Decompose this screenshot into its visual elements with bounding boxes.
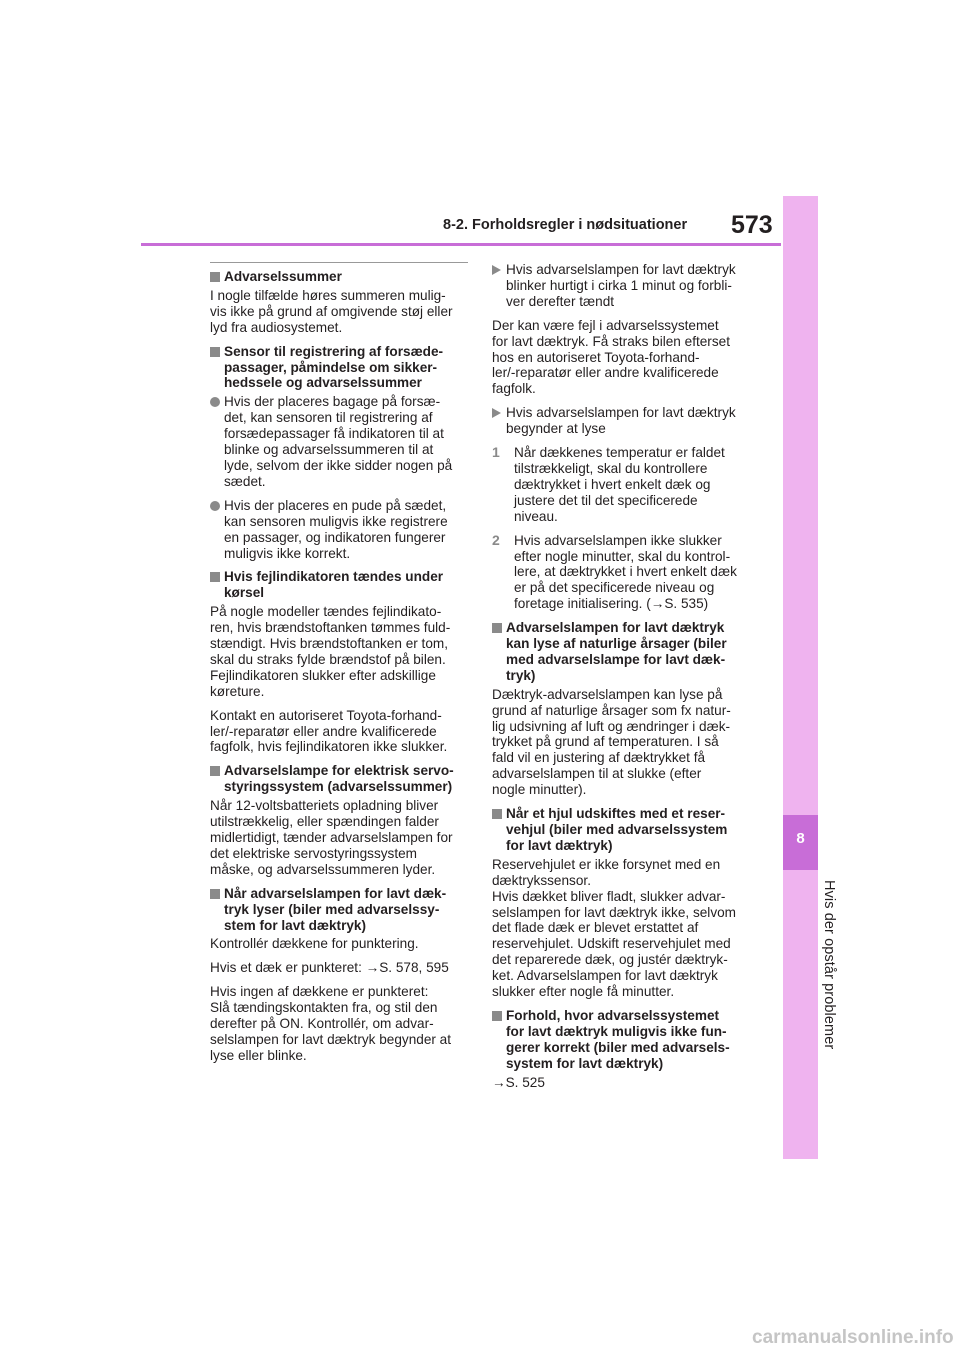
square-bullet-icon [210, 572, 220, 582]
square-bullet-icon [210, 347, 220, 357]
paragraph: Kontakt en autoriseret Toyota-forhand- ler/-reparatør eller andre kvalificerede fagfolk, hvis fejlindikatoren ikke slukker. [210, 707, 448, 755]
step-number: 2 [492, 531, 500, 548]
watermark: carmanualsonline.info [752, 1327, 954, 1348]
paragraph: Kontrollér dækkene for punktering. [210, 936, 419, 952]
right-column [492, 262, 754, 1099]
section-heading: Advarselslampen for lavt dæktryk kan lyse af naturlige årsager (biler med advarselslampe for lavt dæk- tryk) [492, 620, 754, 684]
circle-bullet-icon [210, 501, 220, 511]
bullet-item: Hvis der placeres en pude på sædet, kan sensoren muligvis ikke registrere en passager, og indikatoren fungerer muligvis ikke korrekt. [210, 498, 470, 562]
square-bullet-icon [492, 1011, 502, 1021]
section-heading: Advarselslampe for elektrisk servo- styringssystem (advarselssummer) [210, 763, 470, 795]
section-heading: Advarselssummer [210, 269, 470, 285]
page-number: 573 [731, 211, 773, 239]
triangle-bullet-icon [492, 265, 501, 275]
chapter-label: Hvis der opstår problemer [821, 880, 837, 1050]
section-title: 8-2. Forholdsregler i nødsituationer [443, 217, 688, 233]
step-item: 1 Når dækkenes temperatur er faldet tilstrækkeligt, skal du kontrollere dæktrykket i hvert enkelt dæk og justere det til det specificerede niveau. [492, 444, 725, 524]
paragraph: Reservehjulet er ikke forsynet med en dæktrykssensor. Hvis dækket bliver fladt, slukker advar- selslampen for lavt dæktryk ikke, selvom det flade dæk er blevet erstattet af reservehjulet. Udskift reservehjulet med det reparerede dæk, og justér dæktryk- ket. Advarselslampen for lavt dæktryk slukker efter nogle få minutter. [492, 856, 737, 1000]
paragraph: Hvis ingen af dækkene er punkteret: Slå tændingskontakten fra, og stil den derefter på ON. Kontrollér, om advar- selslampen for lavt dæktryk begynder at lyse eller blinke. [210, 984, 452, 1063]
square-bullet-icon [210, 766, 220, 776]
square-bullet-icon [492, 809, 502, 819]
condition-item: Hvis advarselslampen for lavt dæktryk begynder at lyse [492, 405, 754, 437]
paragraph: Dæktryk-advarselslampen kan lyse på grund af naturlige årsager som fx natur- lig udsivning af luft og ændringer i dæk- trykket på grund af temperaturen. I så fald vil en justering af dæktrykket få advarselslampen til at slukke (efter nogle minutter). [492, 686, 731, 798]
triangle-bullet-icon [492, 408, 501, 418]
condition-item: Hvis advarselslampen for lavt dæktryk blinker hurtigt i cirka 1 minut og forbli- ver derefter tændt [492, 262, 754, 310]
square-bullet-icon [492, 623, 502, 633]
paragraph: Der kan være fejl i advarselssystemet for lavt dæktryk. Få straks bilen efterset hos en autoriseret Toyota-forhand- ler/-reparatør eller andre kvalificerede fagfolk. [492, 317, 730, 397]
circle-bullet-icon [210, 397, 220, 407]
step-number: 1 [492, 444, 500, 461]
section-heading: Når et hjul udskiftes med et reser- vehjul (biler med advarselssystem for lavt dæktryk) [492, 806, 754, 854]
section-heading: Sensor til registrering af forsæde- passager, påmindelse om sikker- hedssele og advarselssummer [210, 344, 470, 392]
chapter-number: 8 [796, 830, 805, 847]
bullet-item: Hvis der placeres bagage på forsæ- det, kan sensoren til registrering af forsædepassager få indikatoren til at blinke og advarselssummeren til at lyde, selvom der ikke sidder nogen på sædet. [210, 394, 470, 489]
square-bullet-icon [210, 272, 220, 282]
paragraph: I nogle tilfælde høres summeren mulig- vis ikke på grund af omgivende støj eller lyd fra audiosystemet. [210, 287, 453, 335]
section-heading: Forhold, hvor advarselssystemet for lavt dæktryk muligvis ikke fun- gerer korrekt (biler med advarsels- system for lavt dæktryk) [492, 1008, 754, 1072]
paragraph: På nogle modeller tændes fejlindikato- ren, hvis brændstoftanken tømmes fuld- stændigt. Hvis brændstoftanken er tom, skal du straks fylde brændstof på bilen. Fejlindikatoren slukker efter adskillige køreture. [210, 604, 451, 699]
page-reference[interactable]: →S. 525 [492, 1074, 545, 1090]
column-rule [210, 262, 468, 263]
step-item: 2 Hvis advarselslampen ikke slukker efter nogle minutter, skal du kontrol- lere, at dæktrykket i hvert enkelt dæk er på det specificerede niveau og foretage initialisering. (→S. 535) [492, 531, 737, 612]
header-rule [141, 243, 781, 246]
section-heading: Hvis fejlindikatoren tændes under kørsel [210, 569, 470, 601]
paragraph: Når 12-voltsbatteriets opladning bliver utilstrækkelig, eller spændingen falder midlertidigt, tænder advarselslampen for det elektriske servostyringssystem måske, og advarselssummeren lyder. [210, 798, 453, 877]
square-bullet-icon [210, 889, 220, 899]
left-column [210, 262, 470, 1072]
section-heading: Når advarselslampen for lavt dæk- tryk lyser (biler med advarselssy- stem for lavt dæktryk) [210, 886, 470, 934]
page-reference[interactable]: Hvis et dæk er punkteret: →S. 578, 595 [210, 960, 449, 976]
